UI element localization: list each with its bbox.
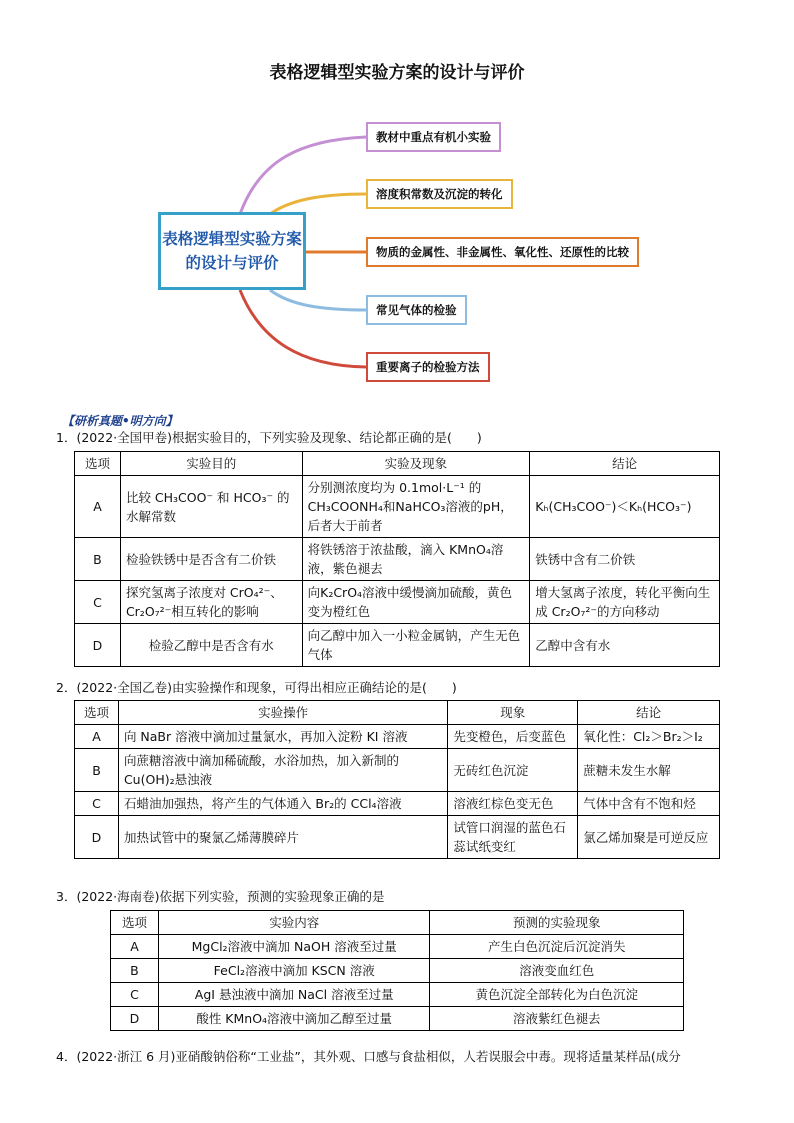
table-row bbox=[75, 792, 720, 816]
header-cell: 预测的实验现象 bbox=[430, 911, 684, 935]
table-row bbox=[111, 935, 684, 959]
table-cell: 气体中含有不饱和烃 bbox=[578, 792, 720, 816]
connector-5 bbox=[240, 290, 366, 367]
table-row bbox=[111, 959, 684, 983]
table-cell: 石蜡油加强热，将产生的气体通入 Br₂的 CCl₄溶液 bbox=[118, 792, 447, 816]
option-cell: A bbox=[75, 725, 119, 749]
table-cell: 先变橙色，后变蓝色 bbox=[448, 725, 578, 749]
table-cell: 向 NaBr 溶液中滴加过量氯水，再加入淀粉 KI 溶液 bbox=[118, 725, 447, 749]
header-cell: 结论 bbox=[578, 701, 720, 725]
table-cell: 检验铁锈中是否含有二价铁 bbox=[120, 538, 302, 581]
mindmap-node-3: 物质的金属性、非金属性、氧化性、还原性的比较 bbox=[366, 237, 639, 267]
option-cell: B bbox=[111, 959, 159, 983]
table-header-row bbox=[75, 701, 720, 725]
header-cell: 选项 bbox=[75, 452, 121, 476]
header-cell: 现象 bbox=[448, 701, 578, 725]
option-cell: C bbox=[75, 581, 121, 624]
page-title: 表格逻辑型实验方案的设计与评价 bbox=[269, 63, 525, 83]
table-row bbox=[75, 538, 720, 581]
table-cell: 蔗糖未发生水解 bbox=[578, 749, 720, 792]
table-cell: 氯乙烯加聚是可逆反应 bbox=[578, 816, 720, 859]
question-3-stem: 3．(2022·海南卷)依据下列实验，预测的实验现象正确的是 bbox=[56, 889, 385, 904]
table-cell: 向K₂CrO₄溶液中缓慢滴加硫酸，黄色变为橙红色 bbox=[302, 581, 530, 624]
table-cell: 比较 CH₃COO⁻ 和 HCO₃⁻ 的水解常数 bbox=[120, 476, 302, 538]
connector-2 bbox=[270, 194, 366, 214]
table-cell: 检验乙醇中是否含有水 bbox=[120, 624, 302, 667]
table-cell: 氧化性：Cl₂＞Br₂＞I₂ bbox=[578, 725, 720, 749]
table-cell: 黄色沉淀全部转化为白色沉淀 bbox=[430, 983, 684, 1007]
header-cell: 结论 bbox=[530, 452, 720, 476]
table-row bbox=[75, 725, 720, 749]
question-2-table bbox=[74, 700, 720, 859]
header-cell: 实验内容 bbox=[158, 911, 430, 935]
mindmap-node-1: 教材中重点有机小实验 bbox=[366, 122, 501, 152]
table-cell: 向乙醇中加入一小粒金属钠，产生无色气体 bbox=[302, 624, 530, 667]
option-cell: D bbox=[75, 624, 121, 667]
header-cell: 实验目的 bbox=[120, 452, 302, 476]
table-cell: 酸性 KMnO₄溶液中滴加乙醇至过量 bbox=[158, 1007, 430, 1031]
section-heading: 【研析真题•明方向】 bbox=[62, 414, 178, 428]
question-2-stem: 2．(2022·全国乙卷)由实验操作和现象，可得出相应正确结论的是( ) bbox=[56, 680, 457, 695]
table-cell: 溶液紫红色褪去 bbox=[430, 1007, 684, 1031]
option-cell: C bbox=[111, 983, 159, 1007]
table-header-row bbox=[111, 911, 684, 935]
table-cell: 探究氢离子浓度对 CrO₄²⁻、Cr₂O₇²⁻相互转化的影响 bbox=[120, 581, 302, 624]
table-cell: 无砖红色沉淀 bbox=[448, 749, 578, 792]
option-cell: B bbox=[75, 749, 119, 792]
question-3-table bbox=[110, 910, 684, 1031]
table-cell: MgCl₂溶液中滴加 NaOH 溶液至过量 bbox=[158, 935, 430, 959]
option-cell: B bbox=[75, 538, 121, 581]
table-cell: 溶液变血红色 bbox=[430, 959, 684, 983]
table-cell: FeCl₂溶液中滴加 KSCN 溶液 bbox=[158, 959, 430, 983]
table-cell: 产生白色沉淀后沉淀消失 bbox=[430, 935, 684, 959]
mindmap-node-4: 常见气体的检验 bbox=[366, 295, 467, 325]
header-cell: 选项 bbox=[75, 701, 119, 725]
table-cell: 铁锈中含有二价铁 bbox=[530, 538, 720, 581]
table-cell: 将铁锈溶于浓盐酸，滴入 KMnO₄溶液，紫色褪去 bbox=[302, 538, 530, 581]
connector-1 bbox=[240, 137, 366, 214]
table-row bbox=[75, 624, 720, 667]
option-cell: D bbox=[75, 816, 119, 859]
question-1-stem: 1．(2022·全国甲卷)根据实验目的，下列实验及现象、结论都正确的是( ) bbox=[56, 430, 482, 445]
table-row bbox=[75, 749, 720, 792]
mindmap-node-2: 溶度积常数及沉淀的转化 bbox=[366, 179, 513, 209]
table-row bbox=[75, 581, 720, 624]
table-cell: Kₕ(CH₃COO⁻)＜Kₕ(HCO₃⁻) bbox=[530, 476, 720, 538]
table-cell: 分别测浓度均为 0.1mol·L⁻¹ 的 CH₃COONH₄和NaHCO₃溶液的pH，后者大于前者 bbox=[302, 476, 530, 538]
table-cell: 加热试管中的聚氯乙烯薄膜碎片 bbox=[118, 816, 447, 859]
option-cell: C bbox=[75, 792, 119, 816]
table-cell: 增大氢离子浓度，转化平衡向生成 Cr₂O₇²⁻的方向移动 bbox=[530, 581, 720, 624]
table-row bbox=[75, 476, 720, 538]
table-cell: 试管口润湿的蓝色石蕊试纸变红 bbox=[448, 816, 578, 859]
table-header-row bbox=[75, 452, 720, 476]
option-cell: D bbox=[111, 1007, 159, 1031]
table-cell: 溶液红棕色变无色 bbox=[448, 792, 578, 816]
mindmap-center: 表格逻辑型实验方案的设计与评价 bbox=[158, 212, 306, 290]
question-4-stem: 4．(2022·浙江 6 月)亚硝酸钠俗称“工业盐”，其外观、口感与食盐相似，人若误服会中毒。现将适量某样品(成分 bbox=[56, 1049, 681, 1064]
option-cell: A bbox=[111, 935, 159, 959]
header-cell: 选项 bbox=[111, 911, 159, 935]
table-row bbox=[75, 816, 720, 859]
header-cell: 实验及现象 bbox=[302, 452, 530, 476]
connector-4 bbox=[270, 290, 366, 310]
table-row bbox=[111, 1007, 684, 1031]
table-row bbox=[111, 983, 684, 1007]
mindmap-node-5: 重要离子的检验方法 bbox=[366, 352, 490, 382]
table-cell: 向蔗糖溶液中滴加稀硫酸，水浴加热，加入新制的 Cu(OH)₂悬浊液 bbox=[118, 749, 447, 792]
question-1-table bbox=[74, 451, 720, 667]
header-cell: 实验操作 bbox=[118, 701, 447, 725]
table-cell: AgI 悬浊液中滴加 NaCl 溶液至过量 bbox=[158, 983, 430, 1007]
table-cell: 乙醇中含有水 bbox=[530, 624, 720, 667]
option-cell: A bbox=[75, 476, 121, 538]
